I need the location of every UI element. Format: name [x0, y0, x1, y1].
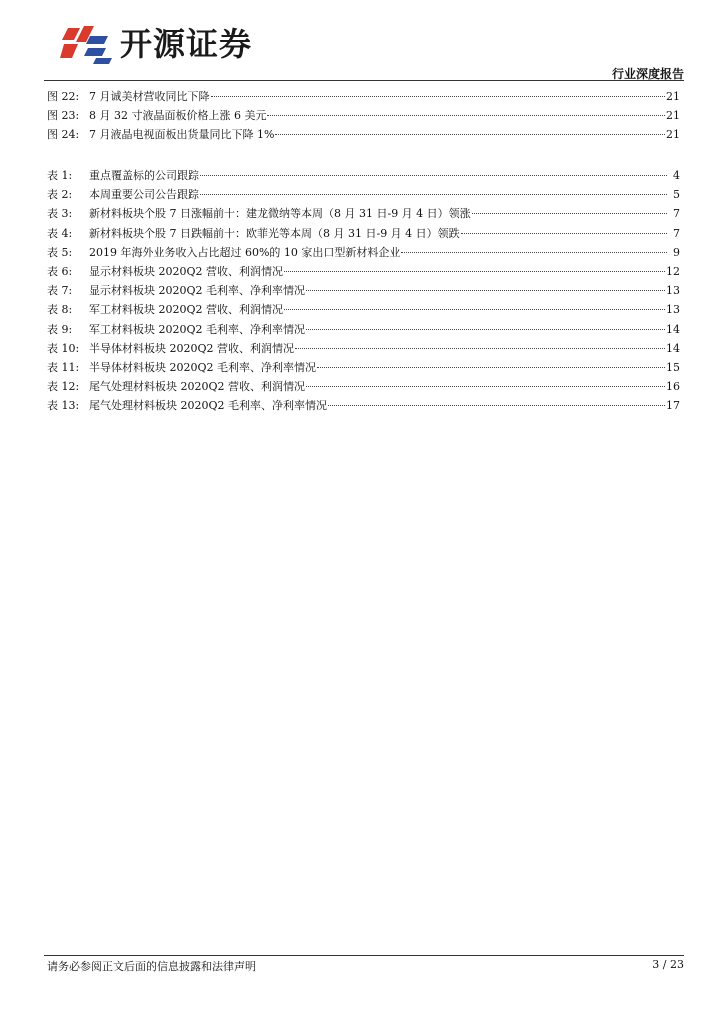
entry-page-number: 12: [666, 264, 680, 278]
entry-label: 表 3:: [47, 207, 73, 221]
entry-page-number: 21: [666, 90, 680, 103]
entry-label: 表 12:: [47, 380, 80, 394]
entry-title: 2019 年海外业务收入占比超过 60%的 10 家出口型新材料企业: [89, 245, 401, 259]
entry-title: 7 月诚美材营收同比下降: [89, 90, 210, 103]
footer-divider: [44, 955, 684, 956]
figure-entry[interactable]: [47, 125, 680, 144]
table-entry[interactable]: [47, 377, 680, 396]
dot-leader: [200, 174, 667, 176]
entry-page-number: 14: [666, 322, 680, 336]
dot-leader: [284, 308, 665, 310]
dot-leader: [472, 212, 667, 214]
dot-leader: [275, 133, 665, 135]
table-entry[interactable]: [47, 281, 680, 300]
entry-title: 尾气处理材料板块 2020Q2 毛利率、净利率情况: [89, 399, 328, 413]
entry-title: 半导体材料板块 2020Q2 毛利率、净利率情况: [89, 360, 317, 374]
table-entry[interactable]: [47, 320, 680, 339]
entry-title: 7 月液晶电视面板出货量同比下降 1%: [89, 128, 275, 142]
dot-leader: [211, 95, 666, 97]
page-indicator: 3 / 23: [652, 958, 684, 971]
header-divider: [44, 80, 684, 81]
dot-leader: [200, 193, 667, 195]
entry-title: 军工材料板块 2020Q2 营收、利润情况: [89, 303, 284, 317]
dot-leader: [401, 251, 667, 253]
entry-label: 表 7:: [47, 284, 73, 298]
table-entry[interactable]: [47, 185, 680, 204]
entry-page-number: 4: [673, 169, 680, 182]
dot-leader: [306, 289, 665, 291]
table-list: [47, 166, 680, 415]
table-entry[interactable]: [47, 300, 680, 319]
entry-label: 图 23:: [47, 109, 80, 123]
logo-text: 开源证券: [120, 25, 253, 63]
entry-title: 半导体材料板块 2020Q2 营收、利润情况: [89, 341, 295, 355]
entry-page-number: 15: [666, 360, 680, 374]
entry-label: 表 10:: [47, 341, 80, 355]
entry-label: 表 11:: [47, 360, 80, 374]
dot-leader: [306, 328, 665, 330]
entry-title: 8 月 32 寸液晶面板价格上涨 6 美元: [89, 109, 267, 123]
entry-page-number: 9: [673, 245, 680, 259]
report-type-label: 行业深度报告: [611, 67, 684, 81]
figure-list: [47, 87, 680, 145]
dot-leader: [284, 270, 665, 272]
table-entry[interactable]: [47, 262, 680, 281]
entry-page-number: 7: [673, 207, 680, 221]
entry-page-number: 21: [666, 128, 680, 142]
entry-label: 表 8:: [47, 303, 73, 317]
entry-title: 新材料板块个股 7 日跌幅前十：欧菲光等本周（8 月 31 日-9 月 4 日）领跌: [89, 226, 460, 240]
dot-leader: [328, 404, 665, 406]
entry-label: 表 1:: [47, 169, 73, 182]
entry-title: 新材料板块个股 7 日涨幅前十：建龙微纳等本周（8 月 31 日-9 月 4 日）领涨: [89, 207, 471, 221]
figure-entry[interactable]: [47, 106, 680, 125]
entry-page-number: 5: [673, 188, 680, 202]
entry-label: 表 9:: [47, 322, 73, 336]
dot-leader: [461, 232, 667, 234]
logo-mark-icon: [60, 22, 116, 66]
table-entry[interactable]: [47, 243, 680, 262]
entry-page-number: 21: [666, 109, 680, 123]
entry-title: 显示材料板块 2020Q2 营收、利润情况: [89, 264, 284, 278]
entry-label: 图 22:: [47, 90, 80, 103]
entry-label: 表 13:: [47, 399, 80, 413]
entry-label: 表 6:: [47, 264, 73, 278]
entry-label: 表 2:: [47, 188, 73, 202]
entry-page-number: 16: [666, 380, 680, 394]
dot-leader: [267, 114, 665, 116]
table-entry[interactable]: [47, 339, 680, 358]
company-logo: [60, 22, 280, 66]
table-entry[interactable]: [47, 224, 680, 243]
dot-leader: [295, 347, 665, 349]
figure-entry[interactable]: [47, 87, 680, 106]
entry-page-number: 13: [666, 284, 680, 298]
entry-title: 军工材料板块 2020Q2 毛利率、净利率情况: [89, 322, 306, 336]
table-entry[interactable]: [47, 396, 680, 415]
table-entry[interactable]: [47, 358, 680, 377]
entry-title: 本周重要公司公告跟踪: [89, 188, 199, 202]
entry-label: 图 24:: [47, 128, 80, 142]
entry-page-number: 13: [666, 303, 680, 317]
dot-leader: [306, 385, 665, 387]
entry-title: 显示材料板块 2020Q2 毛利率、净利率情况: [89, 284, 306, 298]
footer-disclaimer: 请务必参阅正文后面的信息披露和法律声明: [47, 960, 256, 973]
entry-title: 尾气处理材料板块 2020Q2 营收、利润情况: [89, 380, 306, 394]
table-entry[interactable]: [47, 166, 680, 185]
entry-page-number: 7: [673, 226, 680, 240]
entry-label: 表 5:: [47, 245, 73, 259]
entry-page-number: 17: [666, 399, 680, 413]
dot-leader: [317, 366, 665, 368]
entry-page-number: 14: [666, 341, 680, 355]
entry-label: 表 4:: [47, 226, 73, 240]
entry-title: 重点覆盖标的公司跟踪: [89, 169, 199, 182]
table-entry[interactable]: [47, 204, 680, 223]
